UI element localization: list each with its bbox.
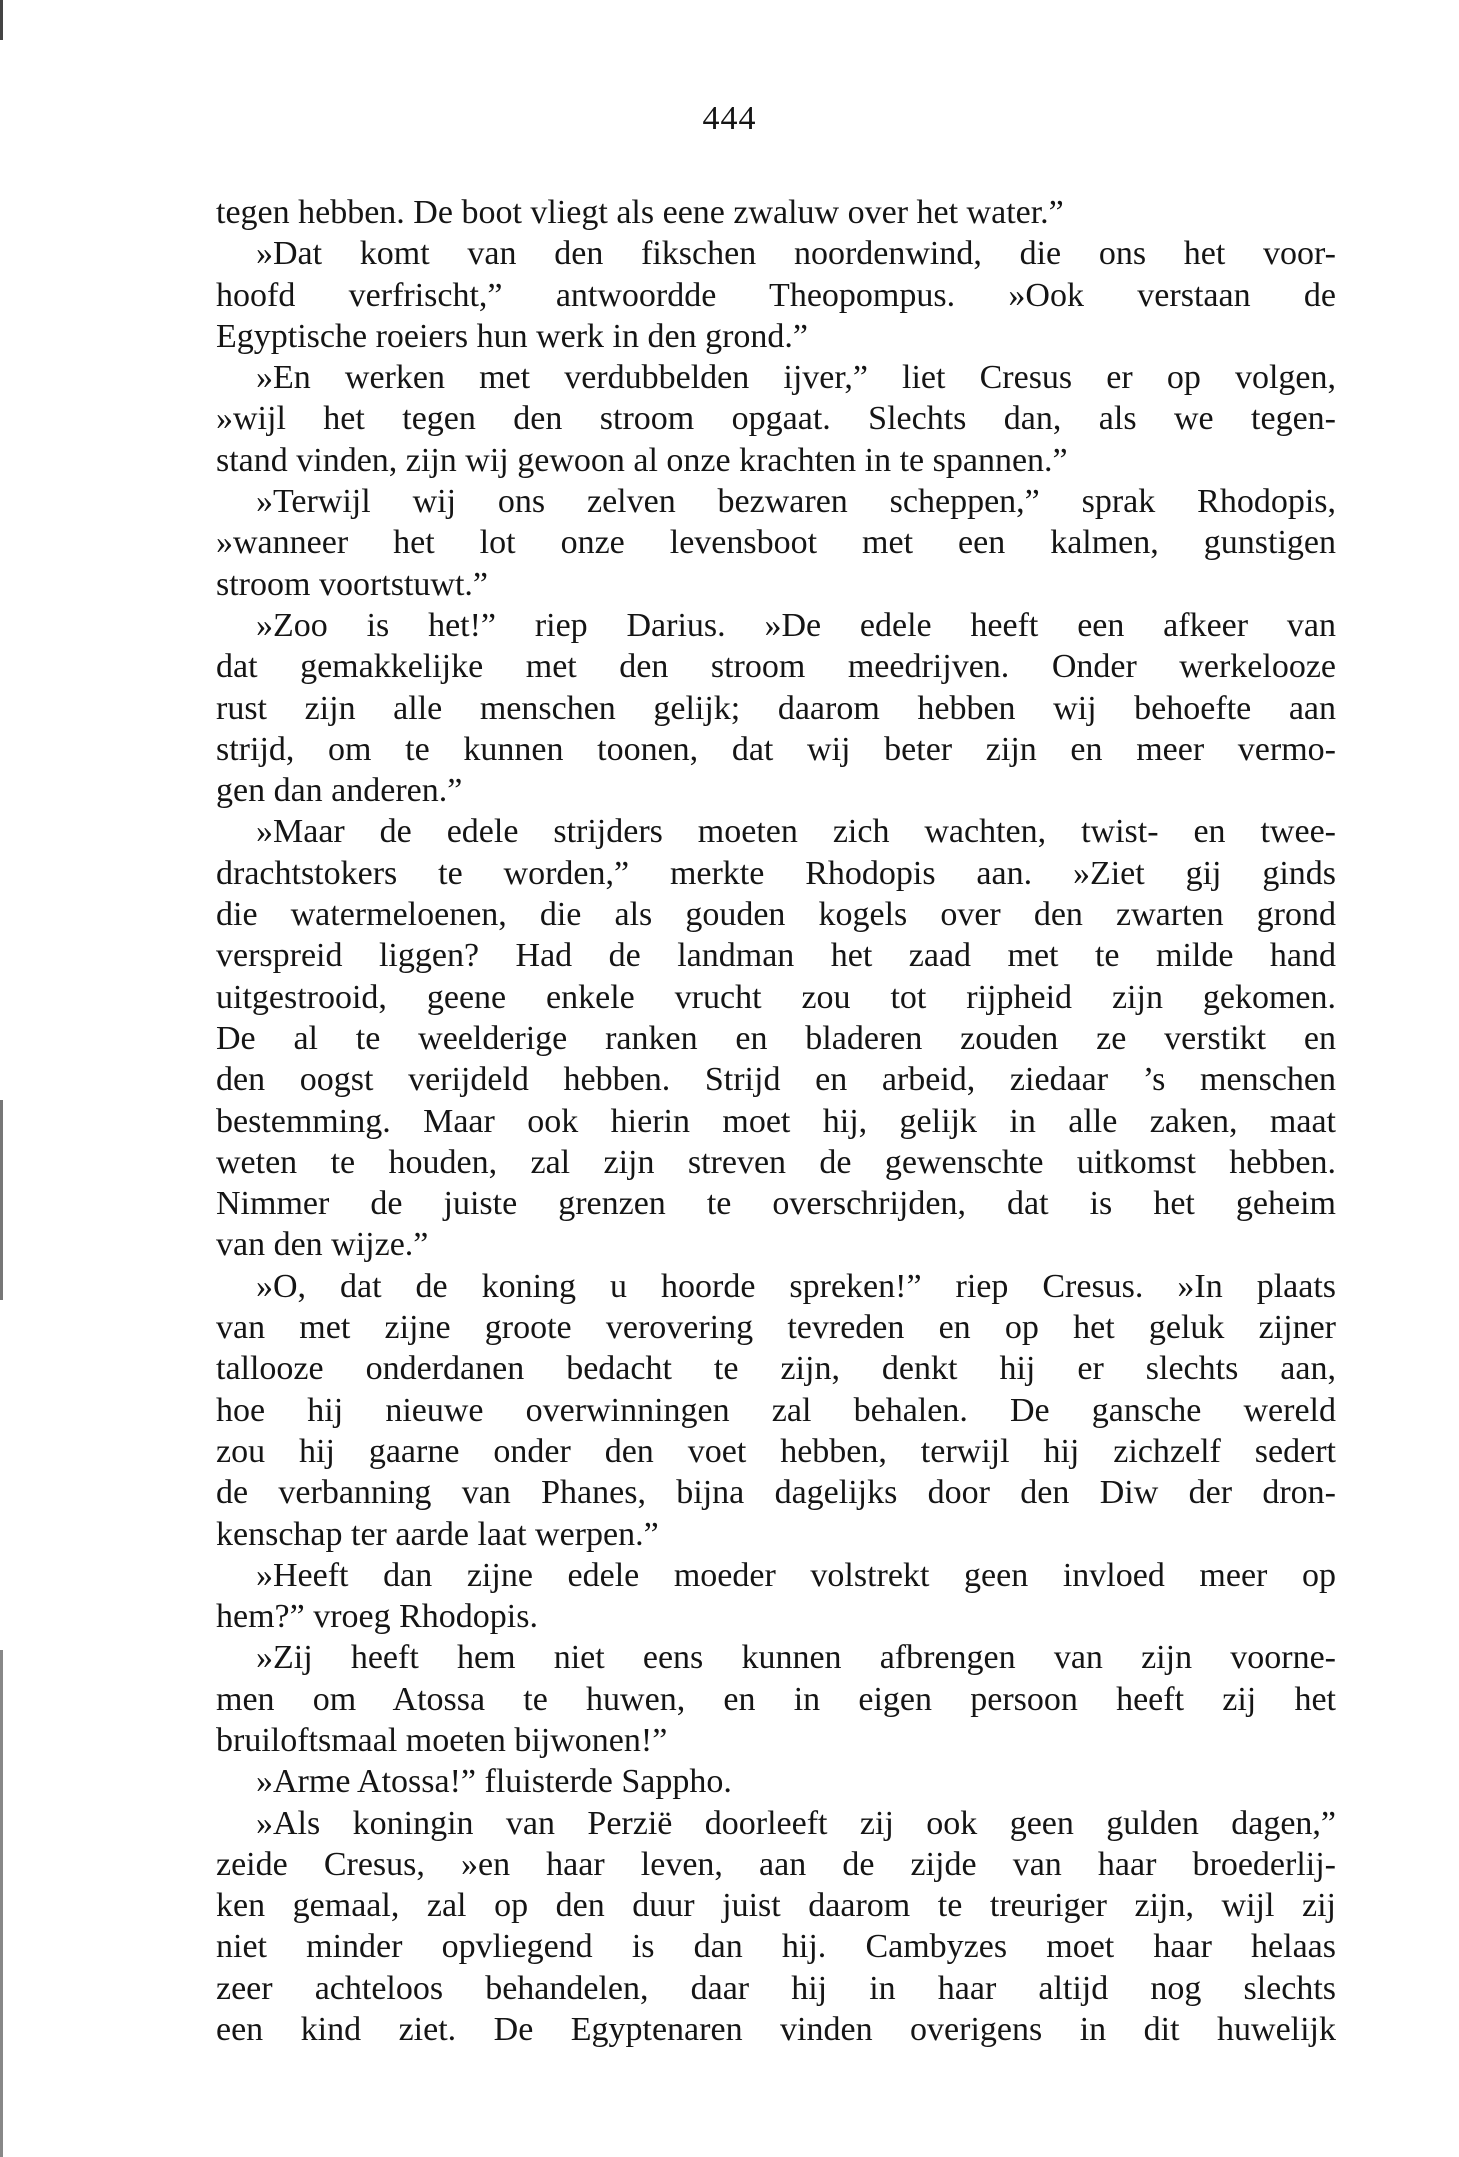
text-line: stroom voortstuwt.” xyxy=(216,565,488,603)
text-line: »wanneer het lot onze levensboot met een kalmen, gunstigen xyxy=(216,524,1336,562)
text-line: »Dat komt van den fikschen noordenwind, die ons het voor- xyxy=(256,235,1336,273)
text-line: zeer achteloos behandelen, daar hij in haar altijd nog slechts xyxy=(216,1969,1336,2007)
text-line: den oogst verijdeld hebben. Strijd en arbeid, ziedaar ’s menschen xyxy=(216,1061,1336,1099)
text-line: »Terwijl wij ons zelven bezwaren scheppen,” sprak Rhodopis, xyxy=(256,483,1336,521)
text-line: gen dan anderen.” xyxy=(216,772,463,810)
text-line: verspreid liggen? Had de landman het zaad met te milde hand xyxy=(216,937,1336,975)
text-line: de verbanning van Phanes, bijna dagelijks door den Diw der dron- xyxy=(216,1474,1336,1512)
text-line: hoofd verfrischt,” antwoordde Theopompus. »Ook verstaan de xyxy=(216,276,1336,314)
text-line: een kind ziet. De Egyptenaren vinden overigens in dit huwelijk xyxy=(216,2011,1336,2049)
text-line: van met zijne groote verovering tevreden en op het geluk zijner xyxy=(216,1309,1336,1347)
text-line: weten te houden, zal zijn streven de gewenschte uitkomst hebben. xyxy=(216,1143,1336,1181)
text-line: bruiloftsmaal moeten bijwonen!” xyxy=(216,1721,668,1759)
text-line: kenschap ter aarde laat werpen.” xyxy=(216,1515,659,1553)
text-line: stand vinden, zijn wij gewoon al onze krachten in te spannen.” xyxy=(216,441,1068,479)
text-line: zeide Cresus, »en haar leven, aan de zijde van haar broederlij- xyxy=(216,1845,1336,1883)
text-line: rust zijn alle menschen gelijk; daarom hebben wij behoefte aan xyxy=(216,689,1336,727)
page-edge-shadow xyxy=(0,0,3,2157)
text-line: ken gemaal, zal op den duur juist daarom te treuriger zijn, wijl zij xyxy=(216,1887,1336,1925)
text-line: De al te weelderige ranken en bladeren zouden ze verstikt en xyxy=(216,1019,1336,1057)
text-line: zou hij gaarne onder den voet hebben, terwijl hij zichzelf sedert xyxy=(216,1432,1336,1470)
text-line: bestemming. Maar ook hierin moet hij, gelijk in alle zaken, maat xyxy=(216,1102,1336,1140)
text-line: »Arme Atossa!” fluisterde Sappho. xyxy=(256,1763,732,1801)
text-line: hem?” vroeg Rhodopis. xyxy=(216,1598,538,1636)
text-line: »Zoo is het!” riep Darius. »De edele heeft een afkeer van xyxy=(256,606,1336,644)
text-line: drachtstokers te worden,” merkte Rhodopis aan. »Ziet gij ginds xyxy=(216,854,1336,892)
text-line: Egyptische roeiers hun werk in den grond.” xyxy=(216,317,808,355)
text-line: hoe hij nieuwe overwinningen zal behalen. De gansche wereld xyxy=(216,1391,1336,1429)
text-line: »O, dat de koning u hoorde spreken!” riep Cresus. »In plaats xyxy=(256,1267,1336,1305)
text-line: van den wijze.” xyxy=(216,1226,429,1264)
text-line: tegen hebben. De boot vliegt als eene zwaluw over het water.” xyxy=(216,194,1064,231)
text-line: men om Atossa te huwen, en in eigen persoon heeft zij het xyxy=(216,1680,1336,1718)
text-line: »wijl het tegen den stroom opgaat. Slechts dan, als we tegen- xyxy=(216,400,1336,438)
text-line: tallooze onderdanen bedacht te zijn, denkt hij er slechts aan, xyxy=(216,1350,1336,1388)
text-line: »Heeft dan zijne edele moeder volstrekt geen invloed meer op xyxy=(256,1556,1336,1594)
text-line: »Maar de edele strijders moeten zich wachten, twist- en twee- xyxy=(256,813,1336,851)
text-line: dat gemakkelijke met den stroom meedrijven. Onder werkelooze xyxy=(216,648,1336,686)
text-line: niet minder opvliegend is dan hij. Cambyzes moet haar helaas xyxy=(216,1928,1336,1966)
text-line: die watermeloenen, die als gouden kogels over den zwarten grond xyxy=(216,896,1336,934)
page-number: 444 xyxy=(702,100,757,137)
text-line: »En werken met verdubbelden ijver,” liet Cresus er op volgen, xyxy=(256,359,1336,397)
text-line: Nimmer de juiste grenzen te overschrijden, dat is het geheim xyxy=(216,1185,1336,1223)
text-line: »Als koningin van Perzië doorleeft zij ook geen gulden dagen,” xyxy=(256,1804,1336,1842)
text-line: strijd, om te kunnen toonen, dat wij beter zijn en meer vermo- xyxy=(216,730,1336,768)
body-text xyxy=(216,192,1336,2050)
text-line: »Zij heeft hem niet eens kunnen afbrengen van zijn voorne- xyxy=(256,1639,1336,1677)
text-line: uitgestrooid, geene enkele vrucht zou tot rijpheid zijn gekomen. xyxy=(216,978,1336,1016)
